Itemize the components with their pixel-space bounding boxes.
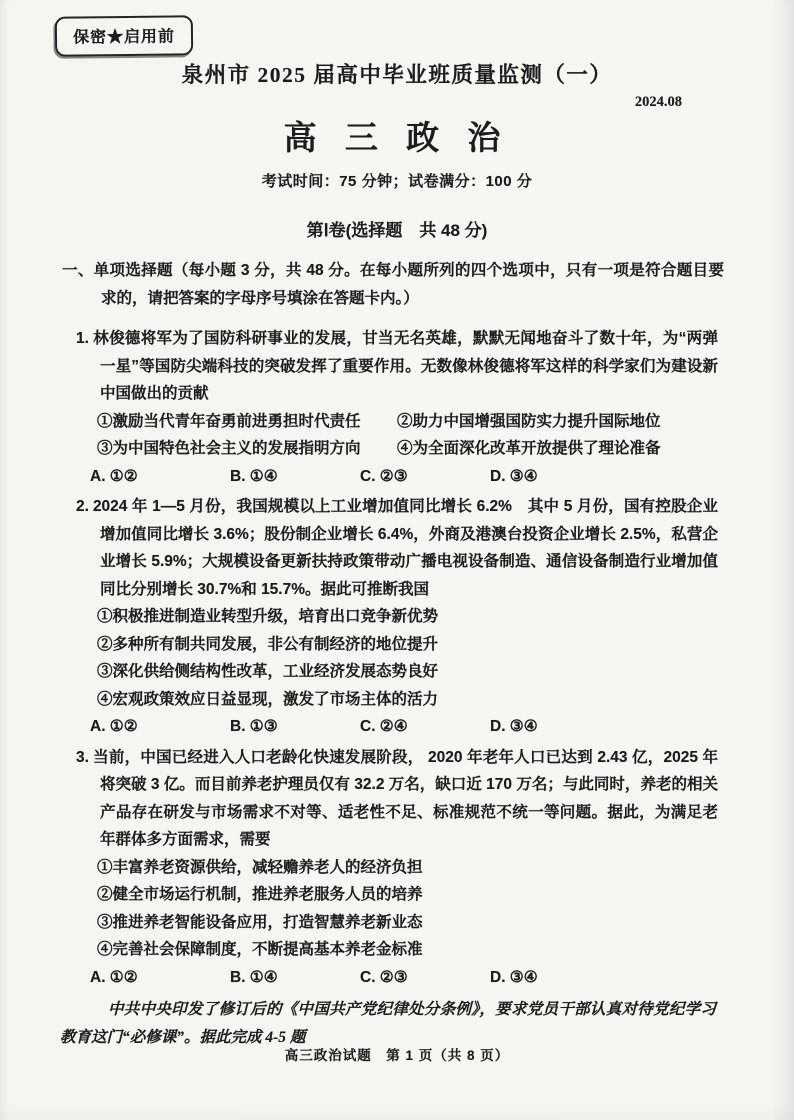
question-3	[0, 744, 794, 992]
statement-3: ③推进养老智能设备应用，打造智慧养老新业态	[97, 913, 423, 931]
choice-c: C. ②③	[360, 467, 408, 485]
statement-1: ①激励当代青年奋勇前进勇担时代责任	[97, 412, 361, 430]
choice-b: B. ①④	[230, 467, 278, 485]
statement-4: ④完善社会保障制度，不断提高基本养老金标准	[97, 941, 423, 958]
statement-2: ②健全市场运行机制，推进养老服务人员的培养	[97, 886, 423, 903]
choice-d: D. ③④	[490, 718, 538, 735]
exam-title: 泉州市 2025 届高中毕业班质量监测（一）	[181, 63, 613, 87]
statement-3: ③深化供给侧结构性改革，工业经济发展态势良好	[97, 663, 439, 680]
question-2	[0, 493, 794, 741]
question-choices	[90, 713, 794, 741]
question-number: 3.	[76, 748, 89, 766]
question-choices	[90, 964, 794, 992]
choice-d: D. ③④	[490, 968, 538, 986]
statement-1: ①积极推进制造业转型升级，培育出口竞争新优势	[97, 608, 439, 625]
statement-4: ④为全面深化改革开放提供了理论准备	[397, 440, 661, 457]
question-stem-text: 当前，中国已经进入人口老龄化快速发展阶段， 2020 年老年人口已达到 2.43 亿，2025 年将突破 3 亿。而目前养老护理员仅有 32.2 万名，缺口近 170 万名；与此同时，养老的相关产品存在研发与市场需求不对等、适老性不足、标准规范不统一等问题。据此，为满足老年群体多方面需求，需要	[92, 748, 718, 848]
choice-d: D. ③④	[490, 467, 538, 485]
question-number: 2.	[76, 498, 89, 515]
choice-b: B. ①④	[230, 968, 278, 986]
question-statements	[97, 603, 734, 713]
page-footer: 高三政治试题 第 1 页（共 8 页）	[284, 1048, 510, 1063]
statement-3: ③为中国特色社会主义的发展指明方向	[97, 440, 361, 457]
question-stem	[76, 744, 718, 854]
question-1	[0, 325, 794, 490]
question-stem	[76, 325, 718, 408]
secrecy-badge: 保密★启用前	[55, 15, 193, 56]
choice-a: A. ①②	[90, 467, 138, 485]
statement-4: ④宏观政策效应日益显现，激发了市场主体的活力	[97, 690, 439, 708]
question-statements	[97, 408, 734, 463]
question-stem-text: 2024 年 1—5 月份，我国规模以上工业增加值同比增长 6.2% 其中 5 月份，国有控股企业增加值同比增长 3.6%；股份制企业增长 6.4%，外商及港澳台投资企业增长 2.5%，私营企业增长 5.9%；大规模设备更新扶持政策带动广播电视设备制造、通信设备制造行业增加值同比分别增长 30.7%和 15.7%。据此可推断我国	[92, 498, 718, 598]
choice-c: C. ②④	[360, 718, 408, 735]
question-number: 1.	[76, 330, 89, 347]
question-stem	[76, 493, 718, 603]
exam-info: 考试时间：75 分钟；试卷满分：100 分	[261, 173, 533, 190]
question-stem-text: 林俊德将军为了国防科研事业的发展，甘当无名英雄，默默无闻地奋斗了数十年，为“两弹一星”等国防尖端科技的突破发挥了重要作用。无数像林俊德将军这样的科学家们为建设新中国做出的贡献	[92, 330, 718, 402]
choice-b: B. ①③	[230, 718, 278, 735]
question-statements	[97, 854, 734, 964]
closing-note: 中共中央印发了修订后的《中国共产党纪律处分条例》，要求党员干部认真对待党纪学习教育这门“必修课”。据此完成 4-5 题	[60, 1001, 716, 1046]
choice-c: C. ②③	[360, 968, 408, 986]
section-instructions: 一、单项选择题（每小题 3 分，共 48 分。在每小题所列的四个选项中，只有一项是符合题目要求的，请把答案的字母序号填涂在答题卡内。）	[62, 262, 724, 307]
section-title: 第Ⅰ卷(选择题 共 48 分)	[306, 221, 488, 240]
question-choices	[90, 463, 794, 491]
choice-a: A. ①②	[90, 718, 138, 735]
subject-title: 高 三 政 治	[283, 121, 511, 157]
statement-1: ①丰富养老资源供给，减轻赡养老人的经济负担	[97, 858, 423, 876]
statement-2: ②助力中国增强国防实力提升国际地位	[397, 412, 661, 430]
exam-date: 2024.08	[634, 94, 682, 110]
statement-2: ②多种所有制共同发展，非公有制经济的地位提升	[97, 635, 439, 653]
choice-a: A. ①②	[90, 968, 138, 986]
